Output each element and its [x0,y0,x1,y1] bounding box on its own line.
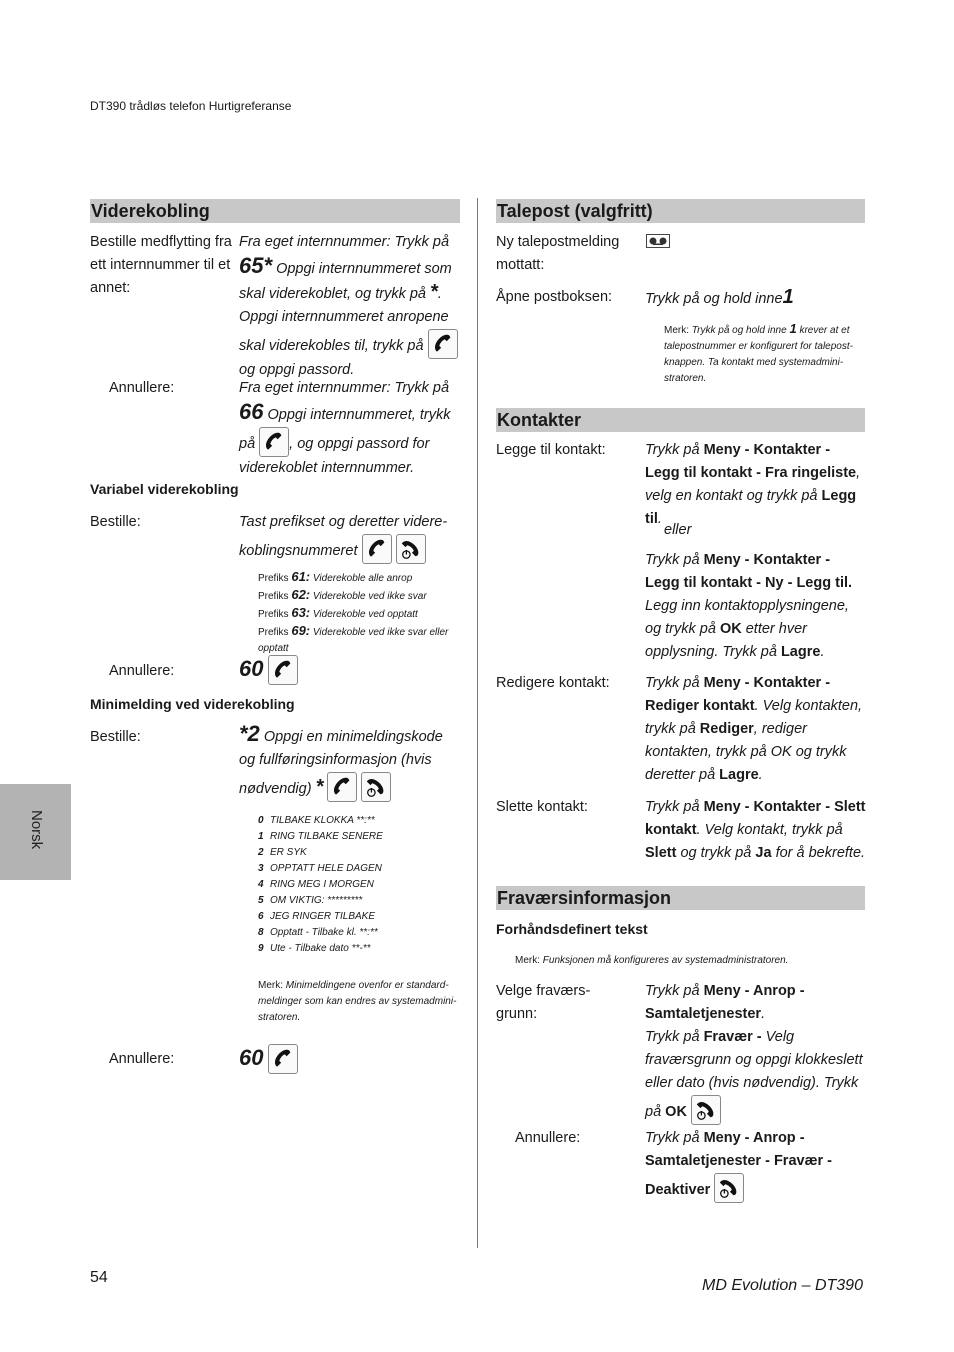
prefix-word: Prefiks [258,627,289,638]
text: etter hver opplysning. Trykk på [645,621,807,660]
code-text: Ute - Tilbake dato **-** [270,943,371,954]
code-text: JEG RINGER TILBAKE [270,911,376,922]
code-num: 6 [258,911,264,922]
legg-label: Legge til kontakt: [496,442,606,458]
menu-item: Ja [755,845,772,861]
minimelding-bestille-label: Bestille: [90,729,141,745]
prefix-item [258,623,458,657]
language-side-tab [0,784,71,880]
prefix-item [258,587,458,605]
velge-instruction [645,980,867,1125]
prefix-list [258,569,458,657]
apne-instruction [645,286,794,311]
text: , velg en kontakt og trykk på [645,465,861,504]
page-number: 54 [90,1269,108,1286]
annul-label: Annullere: [109,380,175,396]
menu-item: OK [719,621,742,637]
code-text: OPPTATT HELE DAGEN [270,863,382,874]
text: Oppgi en minimeldingskode og fullføringsinformasjon (hvis nødvendig) [239,729,443,797]
text: . [657,511,662,527]
legg-instruction [645,439,867,531]
call-key-icon [362,534,392,564]
text: . Oppgi internnummeret anropene skal viderekobles til, trykk på [239,286,449,354]
menu-item: Rediger [699,721,754,737]
code-num: 3 [258,863,264,874]
text: Trykk på [645,799,700,815]
message-code-list [258,813,458,957]
menu-path: Meny - Kontakter - Legg til kontakt - Fra ringeliste [645,442,857,481]
section-heading-talepost: Talepost (valgfritt) [496,199,865,223]
list-item [258,829,458,845]
ny-talepost-label: Ny talepostmelding mottatt: [496,234,620,273]
menu-item: Lagre [719,767,759,783]
key-number: 1 [782,286,794,308]
code-num: 5 [258,895,264,906]
menu-path: Meny - Anrop - Samtaletjenester - Fravær - Deaktiver [645,1130,832,1198]
note-prefix: Merk: [664,325,689,336]
menu-path: Meny - Kontakter - Legg til kontakt - Ny - Legg til. [645,552,853,591]
subheading-variabel: Variabel viderekobling [90,481,239,497]
side-tab-label: Norsk [28,810,45,850]
prefix-word: Prefiks [258,609,289,620]
fravar-note [515,953,865,969]
bestille-label: Bestille medflytting fra ett internnummer til et annet: [90,234,232,296]
menu-item: Legg til [645,488,857,527]
prefix-num: 63: [291,605,311,620]
variabel-bestille-instruction [239,511,454,564]
menu-item: Slett [645,845,677,861]
menu-path: Meny - Kontakter - Slett kontakt [645,799,866,838]
prefix-num: 62: [291,587,311,602]
note-text: krever at et talepostnummer er konfigurert for talepostknappen. Ta kontakt med systemadministratoren. [664,325,853,384]
code-text: RING MEG I MORGEN [270,879,374,890]
prefix-item [258,569,458,587]
code-text: ER SYK [270,847,307,858]
text: , rediger kontakten, trykk på OK og trykk deretter på [645,721,847,783]
menu-item: Lagre [780,644,821,660]
call-key-icon [327,772,357,802]
end-call-key-icon [361,772,391,802]
menu-path: Meny - Kontakter - Rediger kontakt [645,675,831,714]
prefix-word: Prefiks [258,573,289,584]
velge-label: Velge fraværsgrunn: [496,983,591,1022]
end-call-key-icon [691,1095,721,1125]
text: , og oppgi passord for viderekoblet internnummer. [239,436,430,476]
text: og oppgi passord. [239,362,355,378]
section-heading-kontakter: Kontakter [496,408,865,432]
section-heading-viderekobling: Viderekobling [90,199,460,223]
talepost-note [664,321,864,387]
variabel-annul-instruction [239,655,298,685]
note-text: Funksjonen må konfigureres av systemadministratoren. [542,955,789,966]
text: Trykk på [645,983,700,999]
text: Fra eget internnummer: Trykk på [239,234,450,250]
list-item [258,909,458,925]
code-text: Opptatt - Tilbake kl. **:** [270,927,378,938]
legg2-instruction [645,549,867,664]
text: Trykk på [645,675,700,691]
prefix-word: Prefiks [258,591,289,602]
slett-label: Slette kontakt: [496,799,588,815]
code-num: 2 [258,847,264,858]
text: . Velg kontakt, trykk på [696,822,843,838]
text: for å bekrefte. [775,845,866,861]
note-prefix: Merk: [258,980,283,991]
annul-instruction [239,377,461,480]
prefix-num: 61: [291,569,311,584]
voicemail-icon [646,233,670,256]
column-divider [477,198,478,1248]
red-instruction [645,672,867,787]
menu-item: Fravær - [703,1029,762,1045]
list-item [258,813,458,829]
subheading-minimelding: Minimelding ved viderekobling [90,696,295,712]
code-num: 9 [258,943,264,954]
slett-instruction [645,796,867,865]
list-item [258,861,458,877]
minimelding-instruction [239,722,461,802]
text: . Velg kontakten, trykk på [645,698,863,737]
section-heading-fravar: Fraværsinformasjon [496,886,865,910]
prefix-text: Viderekoble ved opptatt [312,609,418,620]
text: Trykk på og hold inne [645,291,783,307]
list-item [258,941,458,957]
code: 60 [239,1045,264,1070]
list-item [258,925,458,941]
code-text: RING TILBAKE SENERE [270,831,383,842]
list-item [258,877,458,893]
menu-item: OK [665,1104,687,1120]
minimelding-note [258,978,462,1026]
minimelding-annul-instruction [239,1044,298,1074]
list-item [258,845,458,861]
key-number: 1 [789,321,797,336]
text: . [761,1006,766,1022]
document-header: DT390 trådløs telefon Hurtigreferanse [90,99,292,113]
text: Trykk på [645,1029,700,1045]
text: Velg fraværsgrunn og oppgi klokkeslett eller dato (hvis nødvendig). Trykk på [645,1029,863,1120]
note-text: Minimeldingene ovenfor er standardmeldinger som kan endres av systemadministratoren. [258,980,457,1023]
eller-text: eller [664,522,692,538]
text: Trykk på [645,1130,700,1146]
apne-label: Åpne postboksen: [496,289,613,305]
text: Legg inn kontaktopplysningene, og trykk på [645,598,849,637]
footer-title: MD Evolution – DT390 [702,1277,863,1294]
code-num: 0 [258,815,264,826]
prefix-text: Viderekoble alle anrop [312,573,413,584]
minimelding-annul-label: Annullere: [109,1051,175,1067]
code: *2 [239,721,260,746]
code-text: TILBAKE KLOKKA **:** [270,815,375,826]
end-call-key-icon [714,1173,744,1203]
note-text: Trykk på og hold inne [691,325,787,336]
call-key-icon [268,655,298,685]
text: Oppgi internnummeret, trykk på [239,407,451,452]
call-key-icon [428,329,458,359]
text: og trykk på [680,845,752,861]
text: Trykk på [645,442,700,458]
code-num: 8 [258,927,264,938]
code: 66 [239,399,264,424]
text: . [758,767,763,783]
list-item [258,893,458,909]
prefix-text: Viderekoble ved ikke svar [312,591,427,602]
bestille-instruction [239,231,461,382]
red-label: Redigere kontakt: [496,675,610,691]
prefix-text: Viderekoble ved ikke svar eller opptatt [258,627,449,654]
note-prefix: Merk: [515,955,540,966]
text: Fra eget internnummer: Trykk på [239,380,450,396]
code-num: 4 [258,879,264,890]
fravar-annul-instruction [645,1127,867,1203]
code: 65* [239,253,273,278]
variabel-annul-label: Annullere: [109,663,175,679]
end-call-key-icon [396,534,426,564]
subheading-forhandsdefinert: Forhåndsdefinert tekst [496,921,648,937]
text: Oppgi internnummeret som skal viderekoblet, og trykk på [239,261,452,302]
text: Tast prefikset og deretter viderekoblingsnummeret [239,514,448,559]
call-key-icon [268,1044,298,1074]
call-key-icon [259,427,289,457]
text: Trykk på [645,552,700,568]
code-text: OM VIKTIG: ********* [270,895,363,906]
prefix-item [258,605,458,623]
prefix-num: 69: [291,623,311,638]
code: 60 [239,656,264,681]
text: . [820,644,825,660]
star-key: * [430,281,438,303]
star-key: * [315,776,324,798]
code-num: 1 [258,831,264,842]
variabel-bestille-label: Bestille: [90,514,141,530]
fravar-annul-label: Annullere: [515,1130,581,1146]
menu-path: Meny - Anrop - Samtaletjenester [645,983,805,1022]
